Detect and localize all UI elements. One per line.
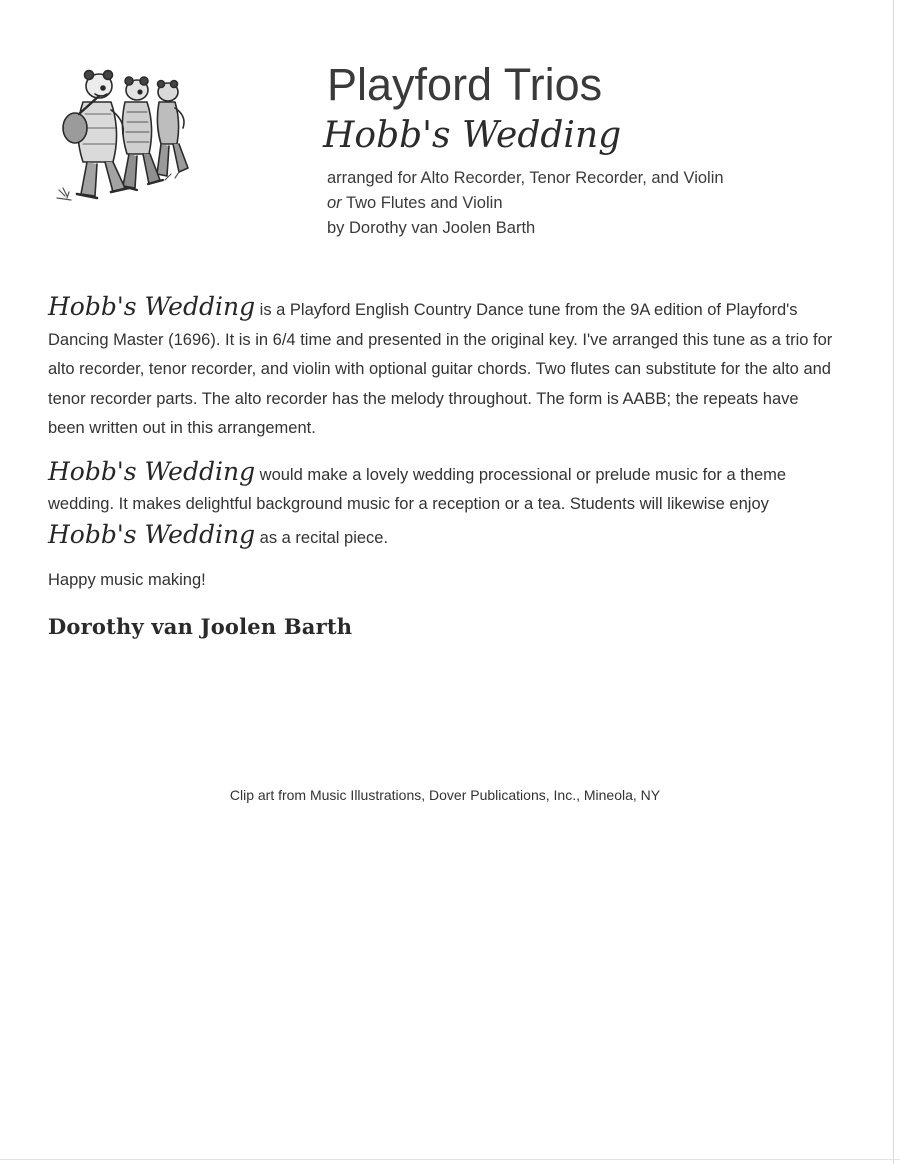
- paragraph-intro: [48, 292, 838, 444]
- inline-piece-title: Hobb's Wedding: [48, 292, 256, 321]
- byline: by Dorothy van Joolen Barth: [327, 219, 536, 237]
- closing-line: Happy music making!: [48, 571, 206, 589]
- description-body: [48, 292, 838, 639]
- paragraph-usage: [48, 457, 838, 554]
- document-title: Playford Trios: [327, 59, 603, 110]
- dancing-bears-illustration: [55, 62, 200, 207]
- paragraph-intro-text: is a Playford English Country Dance tune from the 9A edition of Playford's Dancing Master (1696). It is in 6/4 time and presented in the original key. I've arranged this tune as a trio for alto recorder, tenor recorder, and violin with optional guitar chords. Two flutes can substitute for the alto and tenor recorder parts. The alto recorder has the melody throughout. The form is AABB; the repeats have been written out in this arrangement.: [48, 301, 833, 437]
- clip-art-credit: Clip art from Music Illustrations, Dover Publications, Inc., Mineola, NY: [229, 787, 661, 803]
- piece-title: Hobb's Wedding: [323, 115, 622, 156]
- header-block: [323, 58, 867, 241]
- paragraph-usage-text-a: would make a lovely wedding processional or prelude music for a theme wedding. It makes delightful background music for a reception or a tea. Students will likewise enjoy: [48, 465, 787, 513]
- alt-prefix: or: [327, 194, 342, 212]
- arranged-for-line: arranged for Alto Recorder, Tenor Recorder, and Violin: [327, 169, 724, 187]
- page-edge-right: [893, 0, 894, 1164]
- inline-piece-title: Hobb's Wedding: [48, 519, 256, 549]
- inline-piece-title: Hobb's Wedding: [48, 456, 256, 486]
- page-edge-bottom: [0, 1159, 900, 1160]
- alt-instruments: Two Flutes and Violin: [341, 194, 503, 212]
- signature: Dorothy van Joolen Barth: [48, 613, 353, 639]
- alternate-instrumentation-line: [327, 191, 867, 216]
- paragraph-usage-text-b: as a recital piece.: [255, 528, 389, 547]
